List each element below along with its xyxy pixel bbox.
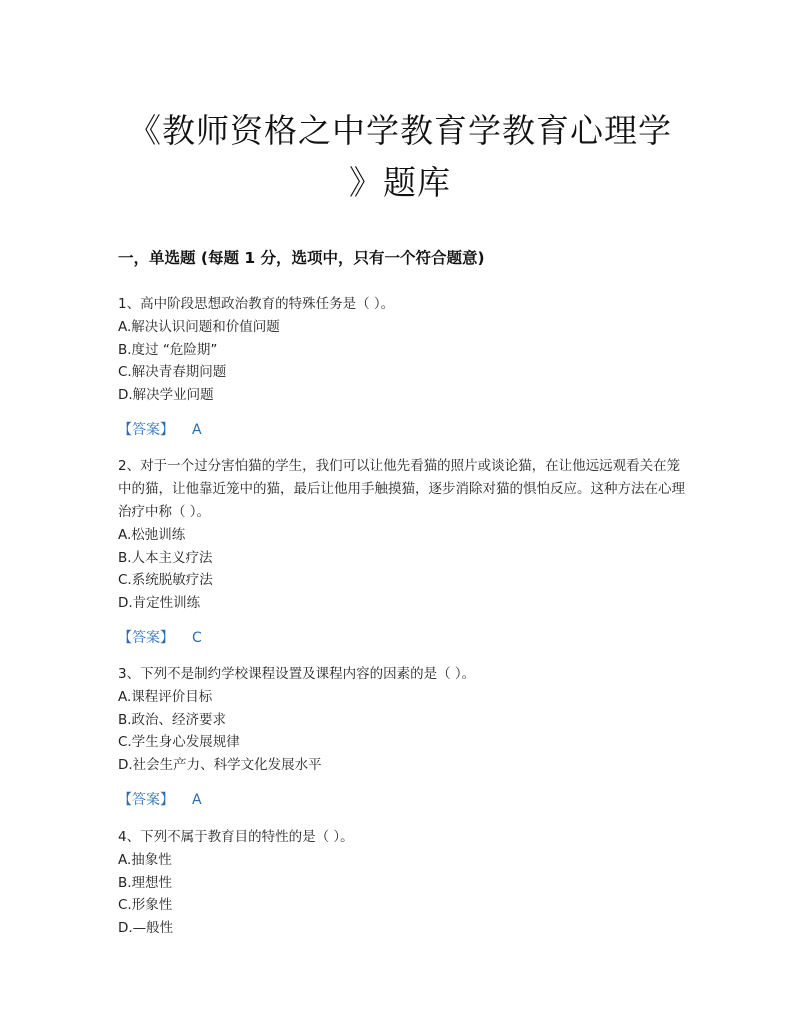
option-c: C.系统脱敏疗法 xyxy=(118,572,213,588)
question-text: 3、下列不是制约学校课程设置及课程内容的因素的是（ ）。 xyxy=(118,666,476,682)
question-2 xyxy=(118,455,688,649)
question-text: 1、高中阶段思想政治教育的特殊任务是（ ）。 xyxy=(118,296,395,312)
question-4 xyxy=(118,826,688,939)
title-line-2: 》题库 xyxy=(349,163,451,202)
document-title xyxy=(100,105,700,209)
question-3 xyxy=(118,663,688,811)
option-d: D.肯定性训练 xyxy=(118,594,201,611)
answer-label: 【答案】 xyxy=(118,630,174,646)
option-c: C.学生身心发展规律 xyxy=(118,734,240,750)
option-a: A.解决认识问题和价值问题 xyxy=(118,319,280,335)
option-d: D.—般性 xyxy=(118,919,174,936)
option-b: B.人本主义疗法 xyxy=(118,549,213,566)
answer-value: A xyxy=(192,792,202,808)
option-b: B.度过 “危险期” xyxy=(118,341,218,358)
option-c: C.解决青春期问题 xyxy=(118,364,227,380)
answer-line xyxy=(118,419,688,441)
option-a: A.松弛训练 xyxy=(118,527,186,543)
answer-line xyxy=(118,627,688,649)
option-a: A.抽象性 xyxy=(118,852,172,868)
option-c: C.形象性 xyxy=(118,897,173,913)
question-text: 4、下列不属于教育目的特性的是（ ）。 xyxy=(118,829,354,845)
option-a: A.课程评价目标 xyxy=(118,689,213,705)
answer-value: C xyxy=(192,630,202,646)
option-b: B.政治、经济要求 xyxy=(118,711,227,728)
option-d: D.解决学业问题 xyxy=(118,386,214,403)
question-text: 2、对于一个过分害怕猫的学生，我们可以让他先看猫的照片或谈论猫，在让他远远观看关在笼中的猫，让他靠近笼中的猫，最后让他用手触摸猫，逐步消除对猫的惧怕反应。这种方法在心理治疗中称（ ）。 xyxy=(118,458,685,520)
section-heading: 一，单选题 (每题 1 分，选项中，只有一个符合题意) xyxy=(118,249,485,267)
title-line-1: 《教师资格之中学教育学教育心理学 xyxy=(128,111,672,150)
answer-label: 【答案】 xyxy=(118,422,174,438)
option-b: B.理想性 xyxy=(118,874,173,891)
option-d: D.社会生产力、科学文化发展水平 xyxy=(118,756,322,773)
answer-line xyxy=(118,789,688,811)
question-1 xyxy=(118,293,688,441)
answer-value: A xyxy=(192,422,202,438)
answer-label: 【答案】 xyxy=(118,792,174,808)
